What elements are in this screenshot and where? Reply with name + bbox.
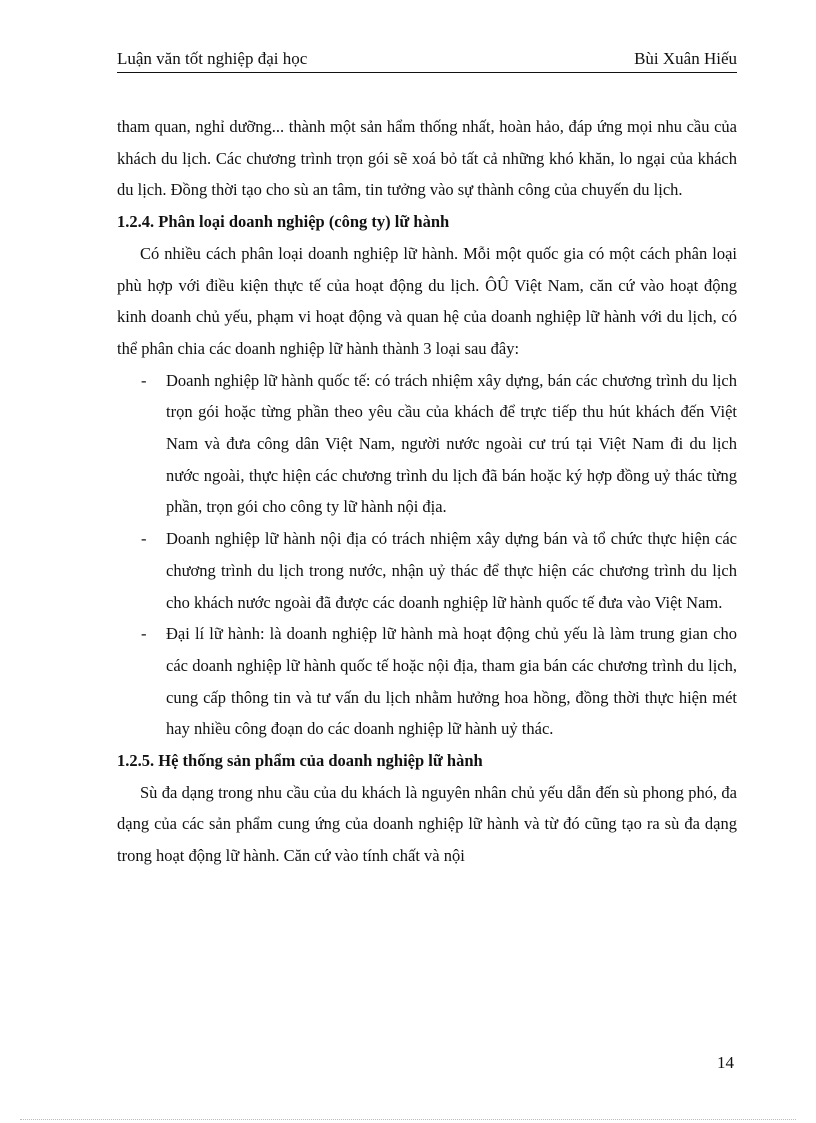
list-dash: -: [141, 624, 147, 644]
list-item: [117, 365, 737, 524]
page-bottom-divider: [20, 1119, 796, 1120]
list-item: [117, 618, 737, 745]
section-heading-1-2-5: 1.2.5. Hệ thống sản phẩm của doanh nghiệp lữ hành: [117, 751, 483, 771]
list-item: [117, 523, 737, 618]
enterprise-type-list: [117, 365, 737, 745]
running-header: [117, 48, 737, 73]
page-number: 14: [717, 1053, 734, 1072]
paragraph-product-system: Sù đa dạng trong nhu cầu của du khách là nguyên nhân chủ yếu dẫn đến sù phong phó, đa dạng của các sản phẩm cung ứng của doanh nghiệp lữ hành và từ đó cũng tạo ra sù đa dạng trong hoạt động lữ hành. Căn cứ vào tính chất và nội: [117, 782, 737, 866]
header-author-name: Bùi Xuân Hiếu: [634, 49, 737, 68]
paragraph-classification-intro: Có nhiều cách phân loại doanh nghiệp lữ hành. Mỗi một quốc gia có một cách phân loại phù hợp với điều kiện thực tế của hoạt động du lịch. ÔÛ Việt Nam, căn cứ vào hoạt động kinh doanh chủ yếu, phạm vi hoạt động và quan hệ của doanh nghiệp lữ hành với du lịch, có thể phân chia các doanh nghiệp lữ hành thành 3 loại sau đây:: [117, 243, 737, 358]
section-heading-1-2-4: 1.2.4. Phân loại doanh nghiệp (công ty) lữ hành: [117, 212, 450, 232]
list-dash: -: [141, 529, 147, 549]
list-item-text: Đại lí lữ hành: là doanh nghiệp lữ hành mà hoạt động chủ yếu là làm trung gian cho các doanh nghiệp lữ hành quốc tế hoặc nội địa, tham gia bán các chương trình du lịch, cung cấp thông tin và tư vấn du lịch nhằm hưởng hoa hồng, đồng thời thực hiện mét hay nhiều công đoạn do các doanh nghiệp lữ hành uỷ thác.: [166, 624, 737, 739]
paragraph-continuation: tham quan, nghỉ dưỡng... thành một sản hẩm thống nhất, hoàn hảo, đáp ứng mọi nhu cầu của khách du lịch. Các chương trình trọn gói sẽ xoá bỏ tất cả những khó khăn, lo ngại của khách du lịch. Đồng thời tạo cho sù an tâm, tin tưởng vào sự thành công của chuyến du lịch.: [117, 117, 737, 200]
page-body: [117, 111, 737, 872]
list-item-text: Doanh nghiệp lữ hành quốc tế: có trách nhiệm xây dựng, bán các chương trình du lịch trọn gói hoặc từng phần theo yêu cầu của khách để trực tiếp thu hút khách đến Việt Nam và đưa công dân Việt Nam, người nước ngoài cư trú tại Việt Nam đi du lịch nước ngoài, thực hiện các chương trình du lịch đã bán hoặc ký hợp đồng uỷ thác từng phần, trọn gói cho công ty lữ hành nội địa.: [166, 370, 737, 517]
list-item-text: Doanh nghiệp lữ hành nội địa có trách nhiệm xây dựng bán và tổ chức thực hiện các chương trình du lịch trong nước, nhận uỷ thác để thực hiện các chương trình du lịch cho khách nước ngoài đã được các doanh nghiệp lữ hành quốc tế đưa vào Việt Nam.: [166, 529, 737, 612]
header-thesis-title: Luận văn tốt nghiệp đại học: [117, 49, 308, 68]
list-dash: -: [141, 370, 147, 390]
